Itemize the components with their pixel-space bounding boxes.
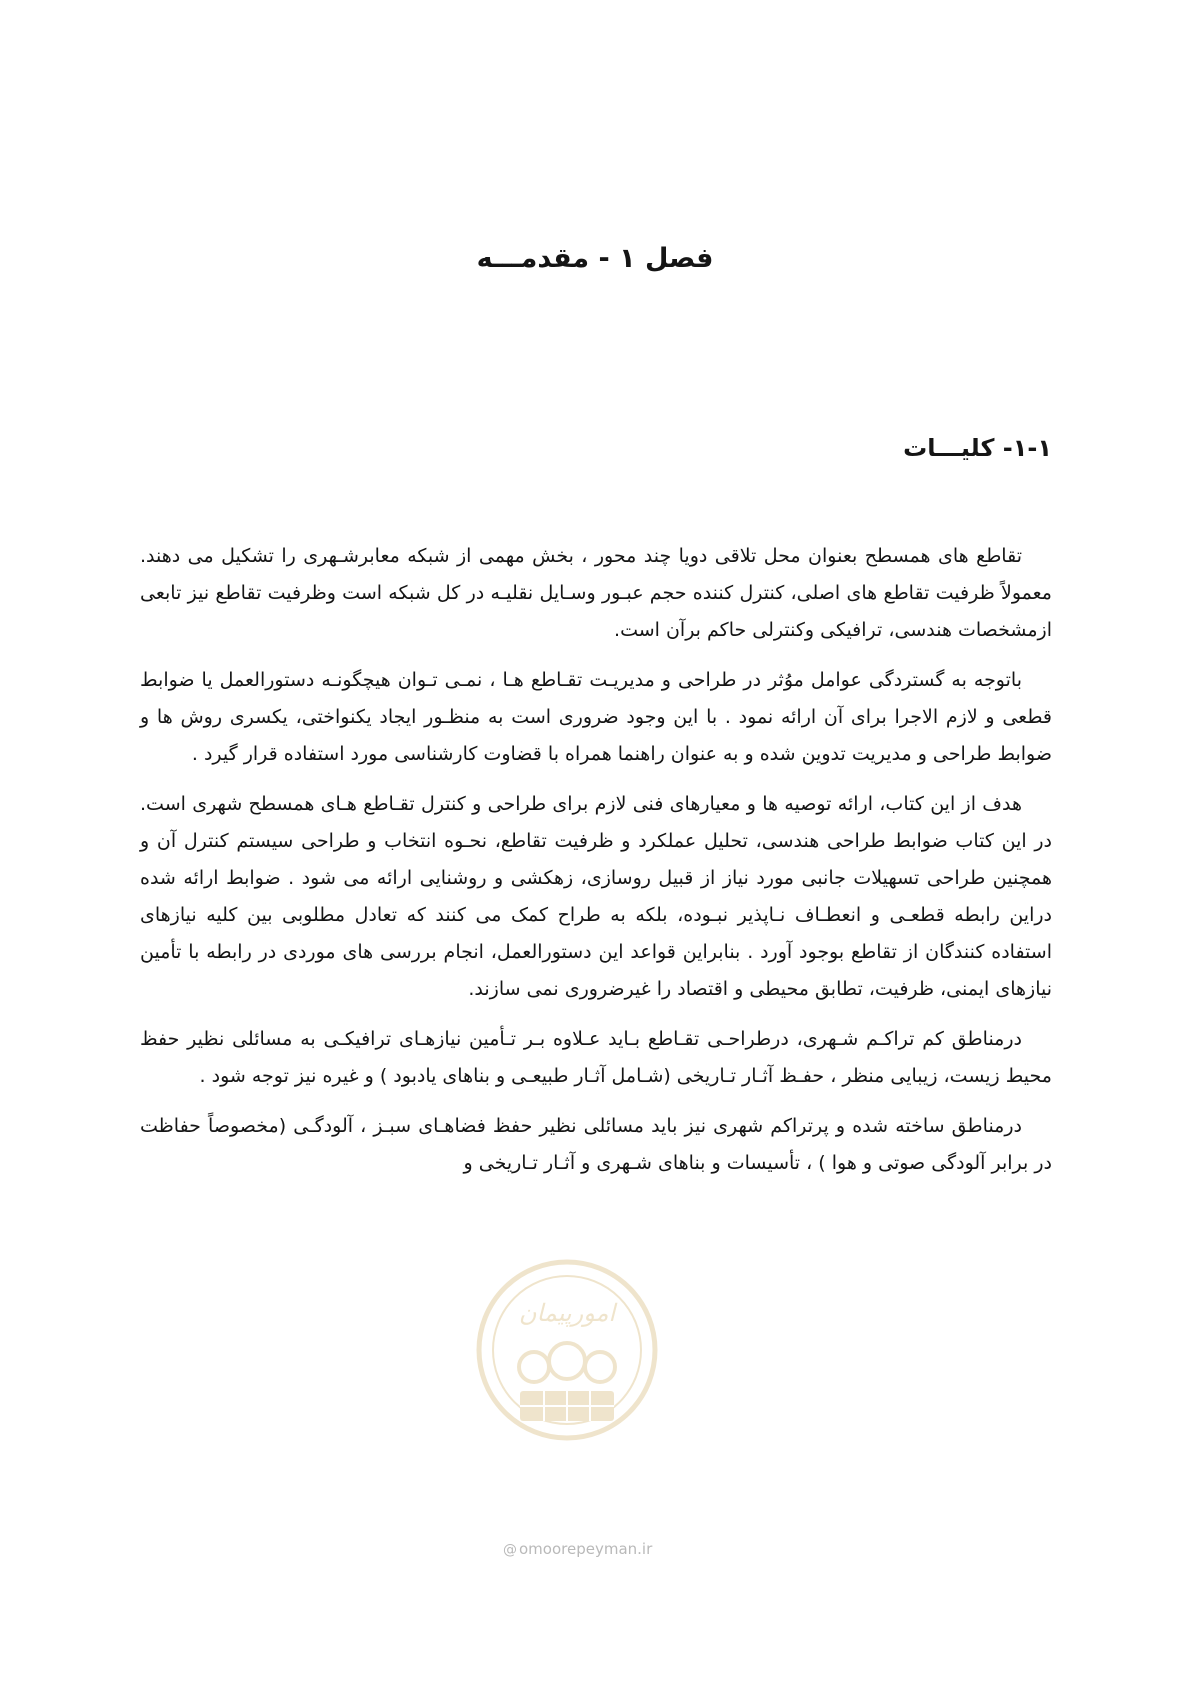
chapter-title: فصل ۱ - مقدمـــه xyxy=(476,243,714,274)
paragraph: درمناطق ساخته شده و پرتراکم شهری نیز باید مسائلی نظیر حفظ فضاهـای سبـز ، آلودگـی (مخصوصاً حفاظت در برابر آلودگی صوتی و هوا ) ، تأسیسات و بناهای شـهری و آثـار تـاریخی و xyxy=(140,1115,1052,1174)
body-text xyxy=(140,538,1052,1195)
paragraph: هدف از این کتاب، ارائه توصیه ها و معیارهای فنی لازم برای طراحی و کنترل تقـاطع هـای همسطح شهری است. در این کتاب ضوابط طراحی هندسی، تحلیل عملکرد و ظرفیت تقاطع، نحـوه انتخاب و طراحی سیستم کنترل آن و همچنین طراحی تسهیلات جانبی مورد نیاز از قبیل روسازی، زهکشی و روشنایی ارائه می شود . ضوابط ارائه شده دراین رابطه قطعـی و انعطـاف نـاپذیر نبـوده، بلکه به طراح کمک می کنند که تعادل مطلوبی بین کلیه نیازهای استفاده کنندگان از تقاطع بوجود آورد . بنابراین قواعد این دستورالعمل، انجام بررسی های موردی در رابطه با تأمین نیازهای ایمنی، ظرفیت، تطابق محیطی و اقتصاد را غیرضروری نمی سازند. xyxy=(140,793,1052,1000)
paragraph: تقاطع های همسطح بعنوان محل تلاقی دویا چند محور ، بخش مهمی از شبکه معابرشـهری را تشکیل می دهند. معمولاً ظرفیت تقاطع های اصلی، کنترل کننده حجم عبـور وسـایل نقلیـه در کل شبکه است وظرفیت تقاطع نیز تابعی ازمشخصات هندسی، ترافیکی وکنترلی حاکم برآن است. xyxy=(140,545,1052,641)
at-icon: @ xyxy=(503,1542,517,1558)
section-heading: ۱-۱- کلیـــات xyxy=(903,434,1052,462)
paragraph: درمناطق کم تراکـم شـهری، درطراحـی تقـاطع بـاید عـلاوه بـر تـأمین نیازهـای ترافیکـی به مسائلی نظیر حفظ محیط زیست، زیبایی منظر ، حفـظ آثـار تـاریخی (شـامل آثـار طبیعـی و بناهای یادبود ) و غیره نیز توجه شود . xyxy=(140,1028,1052,1087)
watermark-site xyxy=(503,1540,652,1558)
watermark-site-label: omoorepeyman.ir xyxy=(519,1540,653,1558)
paragraph: باتوجه به گستردگی عوامل موُثر در طراحی و مدیریـت تقـاطع هـا ، نمـی تـوان هیچگونـه دستورالعمل یا ضوابط قطعی و لازم الاجرا برای آن ارائه نمود . با این وجود ضروری است به منظـور ایجاد یکنواختی، یکسری روش ها و ضوابط طراحی و مدیریت تدوین شده و به عنوان راهنما همراه با قضاوت کارشناسی مورد استفاده قرار گیرد . xyxy=(140,669,1052,765)
watermark-seal xyxy=(472,1255,662,1445)
watermark-seal-text: امورپیمان xyxy=(518,1299,616,1327)
